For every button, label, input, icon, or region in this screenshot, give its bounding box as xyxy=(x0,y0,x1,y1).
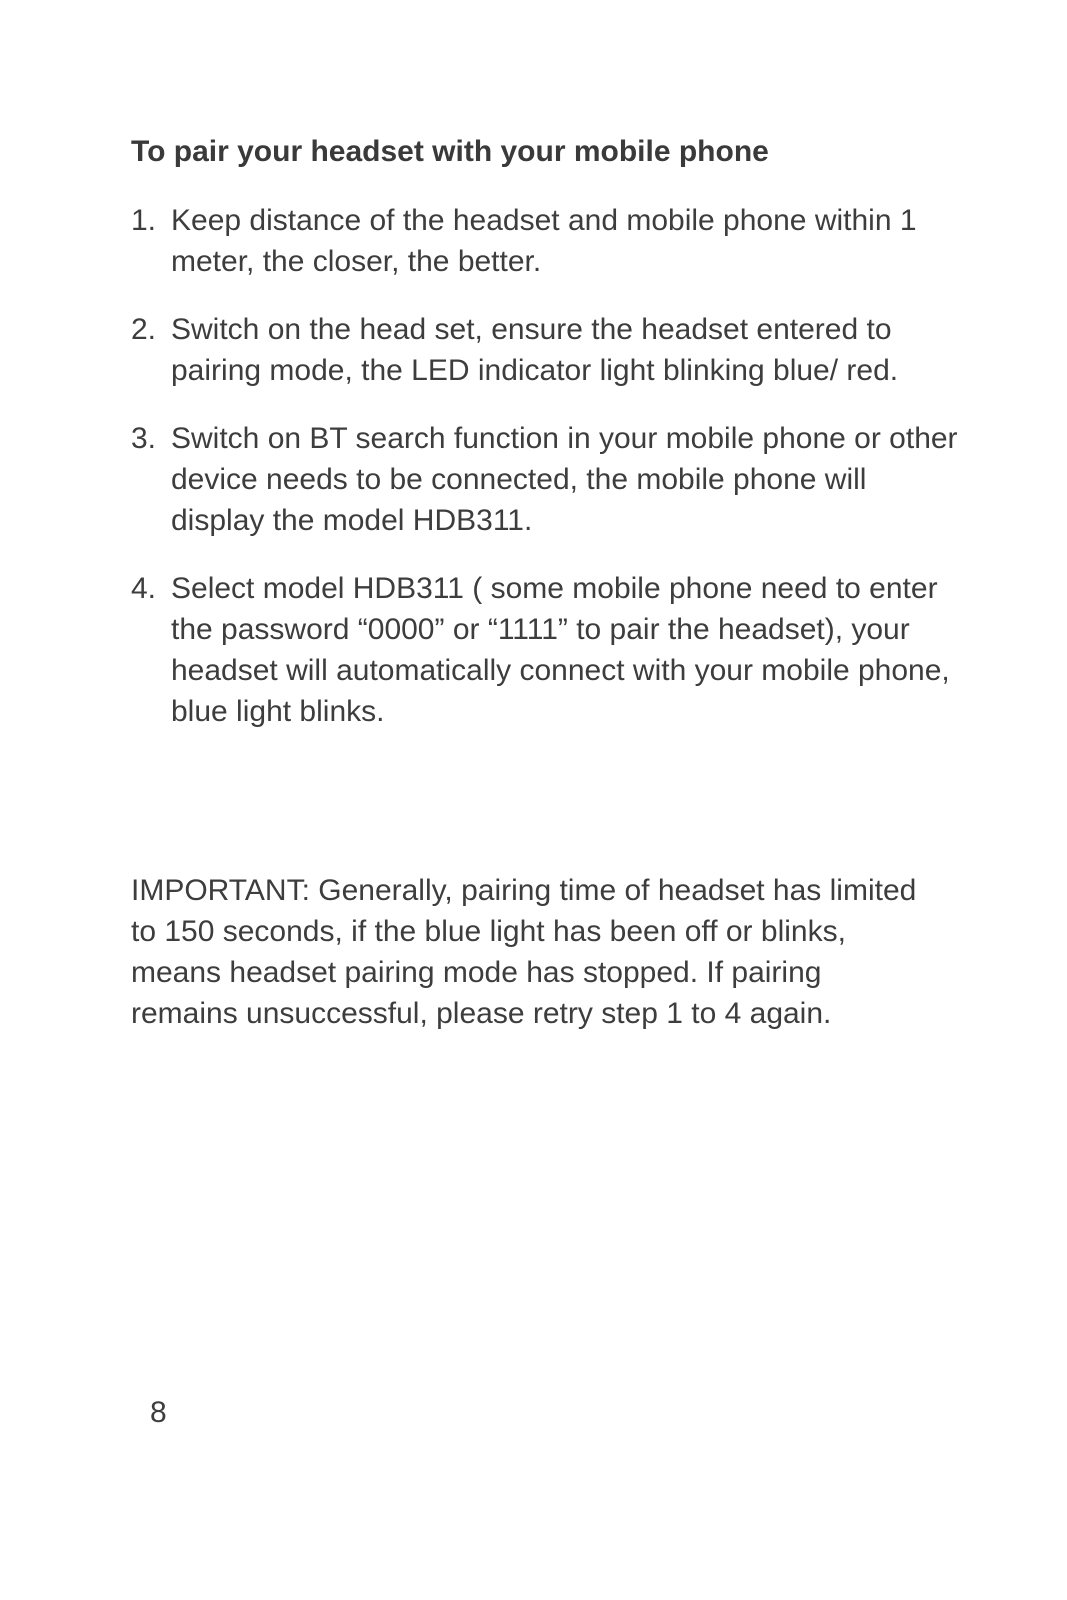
section-heading: To pair your headset with your mobile phone xyxy=(131,135,769,168)
step-item xyxy=(131,568,961,732)
page-number: 8 xyxy=(150,1396,167,1429)
step-item xyxy=(131,418,961,541)
step-number: 4. xyxy=(131,572,157,605)
step-text: Select model HDB311 ( some mobile phone need to enter the password “0000” or “1111” to pair the headset), your headset will automatically connect with your mobile phone, blue light blinks. xyxy=(171,572,950,728)
step-number: 1. xyxy=(131,204,157,237)
step-number: 2. xyxy=(131,313,157,346)
step-text: Switch on BT search function in your mobile phone or other device needs to be connected, the mobile phone will display the model HDB311. xyxy=(171,422,958,537)
pairing-steps-list xyxy=(131,200,961,759)
step-item xyxy=(131,309,961,391)
step-text: Keep distance of the headset and mobile phone within 1 meter, the closer, the better. xyxy=(171,204,917,278)
important-note: IMPORTANT: Generally, pairing time of headset has limited to 150 seconds, if the blue light has been off or blinks, means headset pairing mode has stopped. If pairing remains unsuccessful, please retry step 1 to 4 again. xyxy=(131,874,917,1030)
step-number: 3. xyxy=(131,422,157,455)
step-item xyxy=(131,200,961,282)
step-text: Switch on the head set, ensure the headset entered to pairing mode, the LED indicator light blinking blue/ red. xyxy=(171,313,899,387)
